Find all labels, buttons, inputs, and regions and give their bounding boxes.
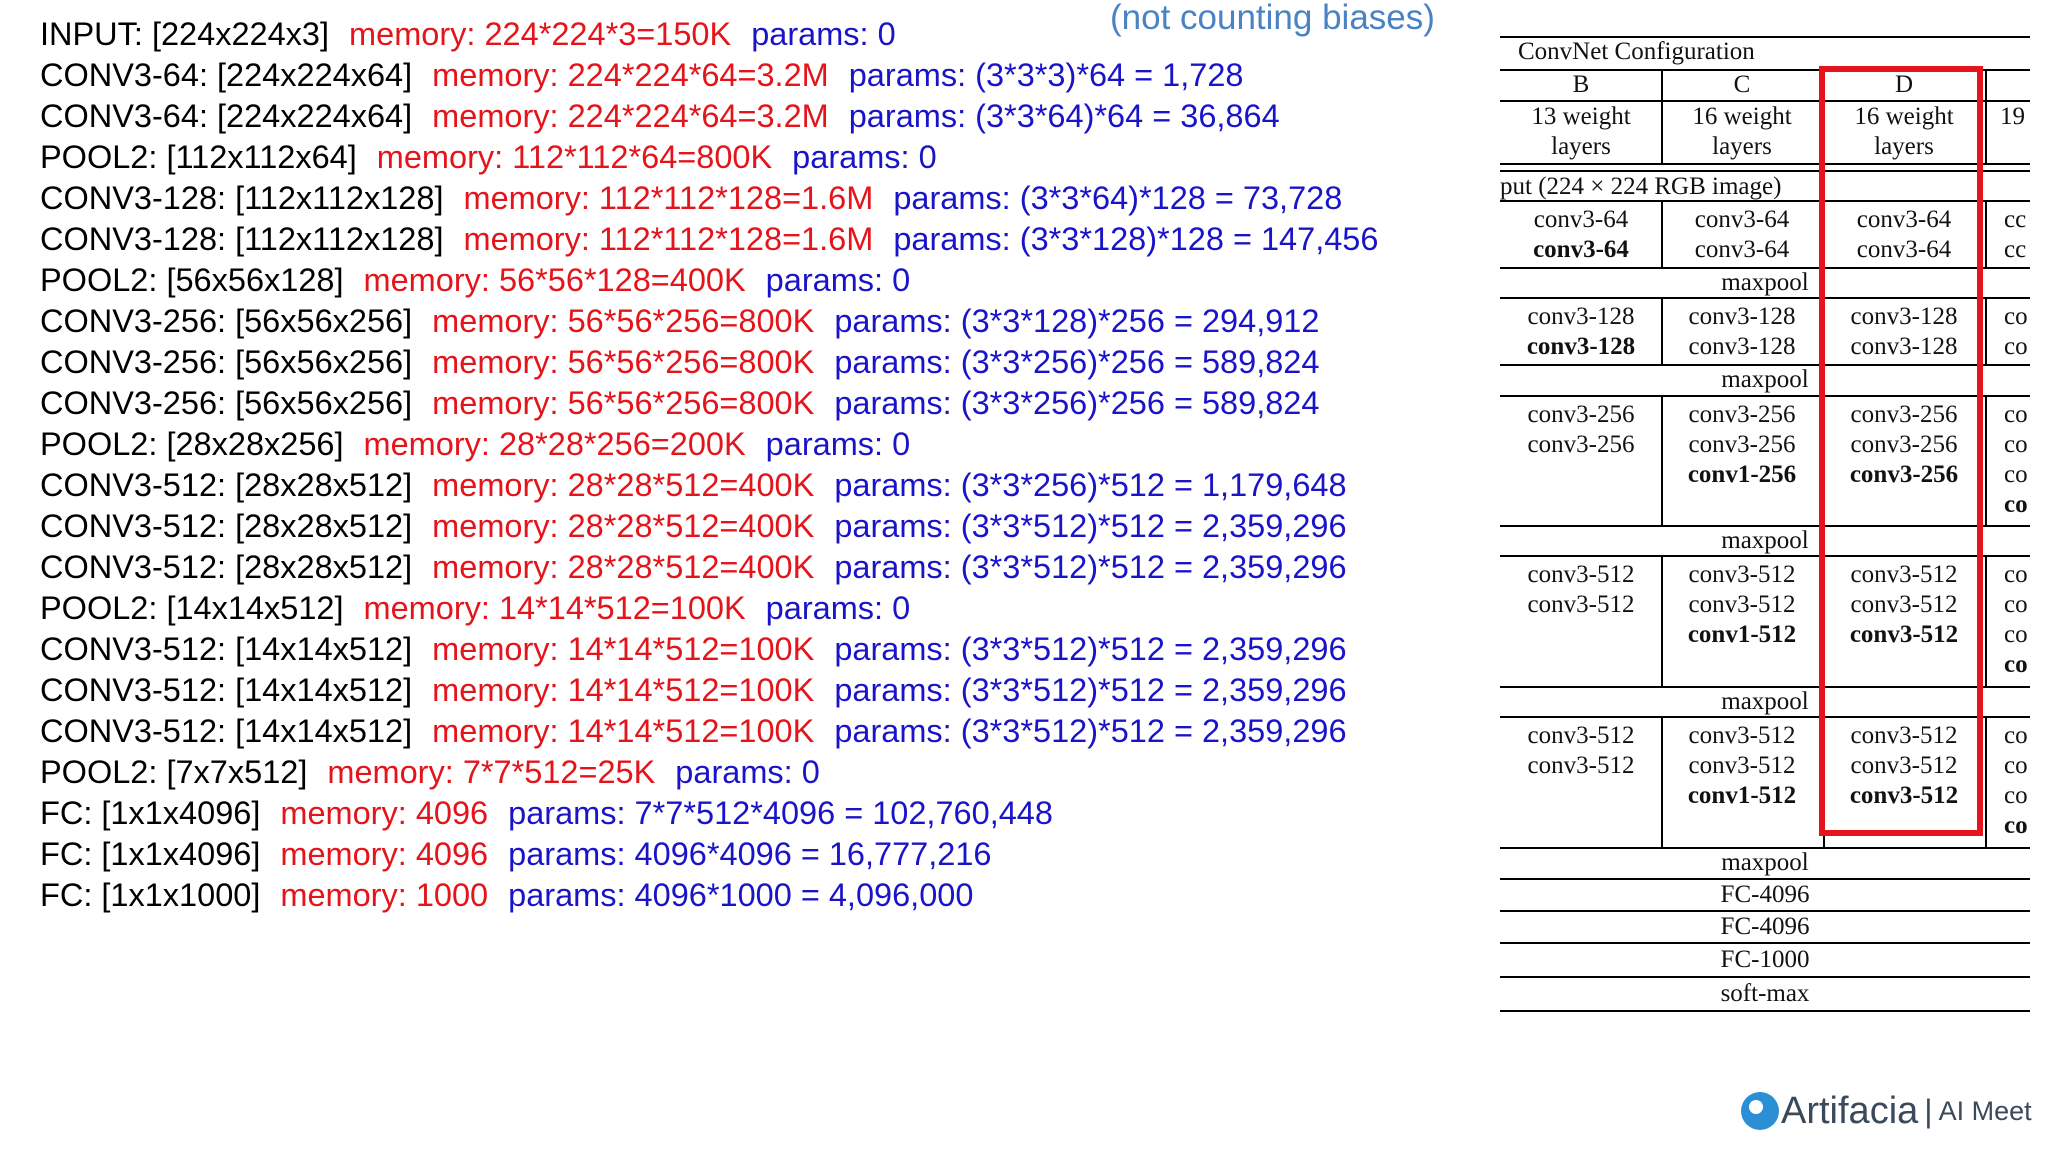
- cell: conv3-64: [1533, 236, 1629, 263]
- layer-spec: CONV3-128: [112x112x128]: [40, 180, 444, 216]
- logo-subtitle: AI Meet: [1938, 1095, 2032, 1126]
- layer-params: params: (3*3*512)*512 = 2,359,296: [834, 713, 1347, 749]
- cell: conv3-64: [1533, 206, 1629, 233]
- col-c-sub: layers: [1712, 133, 1772, 160]
- layer-params: params: 4096*1000 = 4,096,000: [508, 877, 974, 913]
- layer-spec: FC: [1x1x4096]: [40, 795, 261, 831]
- cell: conv3-256: [1850, 401, 1958, 428]
- highlight-box: [1819, 66, 1983, 836]
- layer-row: [40, 424, 1490, 465]
- layer-params: params: 0: [765, 426, 911, 462]
- cell: conv3-64: [1694, 236, 1790, 263]
- layer-row: [40, 96, 1490, 137]
- layer-spec: POOL2: [7x7x512]: [40, 754, 308, 790]
- layer-memory: memory: 7*7*512=25K: [327, 754, 656, 790]
- artifacia-logo-icon: [1741, 1092, 1779, 1130]
- cell-partial: co: [2004, 722, 2028, 749]
- layer-memory: memory: 4096: [280, 836, 489, 872]
- layer-row: [40, 55, 1490, 96]
- col-divider: [1985, 69, 1987, 163]
- cell: conv3-128: [1850, 303, 1958, 330]
- layer-memory: memory: 112*112*128=1.6M: [463, 221, 874, 257]
- layer-spec: CONV3-64: [224x224x64]: [40, 57, 413, 93]
- layer-spec: POOL2: [28x28x256]: [40, 426, 344, 462]
- layer-row: [40, 178, 1490, 219]
- layer-spec: CONV3-256: [56x56x256]: [40, 303, 413, 339]
- layer-params: params: (3*3*128)*128 = 147,456: [893, 221, 1379, 257]
- col-divider: [1985, 557, 1987, 686]
- layer-spec: POOL2: [112x112x64]: [40, 139, 357, 175]
- cell-partial: co: [2004, 401, 2028, 428]
- layer-params: params: (3*3*256)*512 = 1,179,648: [834, 467, 1347, 503]
- layer-spec: CONV3-256: [56x56x256]: [40, 344, 413, 380]
- softmax-row: soft-max: [1720, 980, 1810, 1007]
- cell-partial: co: [2004, 591, 2028, 618]
- layer-row: [40, 670, 1490, 711]
- layer-row: [40, 137, 1490, 178]
- rule: [1500, 942, 2030, 944]
- layer-params: params: (3*3*256)*256 = 589,824: [834, 344, 1320, 380]
- layer-spec: FC: [1x1x4096]: [40, 836, 261, 872]
- layer-memory: memory: 4096: [280, 795, 489, 831]
- col-divider: [1985, 202, 1987, 267]
- layer-memory: memory: 28*28*512=400K: [432, 508, 815, 544]
- layer-params: params: (3*3*64)*128 = 73,728: [893, 180, 1343, 216]
- maxpool-row: maxpool: [1721, 849, 1809, 876]
- col-d-sub: 16 weight: [1854, 103, 1954, 130]
- layer-row: [40, 547, 1490, 588]
- layer-params: params: 0: [765, 262, 911, 298]
- layer-memory: memory: 28*28*512=400K: [432, 549, 815, 585]
- layer-spec: CONV3-512: [28x28x512]: [40, 508, 413, 544]
- cell: conv3-64: [1856, 236, 1952, 263]
- rule: [1500, 976, 2030, 978]
- col-e-partial: 19: [2000, 103, 2025, 130]
- cell-partial: co: [2004, 491, 2028, 518]
- cell: conv3-512: [1688, 722, 1796, 749]
- layer-spec: CONV3-256: [56x56x256]: [40, 385, 413, 421]
- col-divider: [1661, 397, 1663, 525]
- layer-spec: CONV3-512: [14x14x512]: [40, 713, 413, 749]
- col-divider: [1661, 299, 1663, 364]
- col-divider: [1661, 718, 1663, 847]
- layer-spec: POOL2: [56x56x128]: [40, 262, 344, 298]
- maxpool-row: maxpool: [1721, 527, 1809, 554]
- layer-memory: memory: 112*112*64=800K: [376, 139, 773, 175]
- cell: conv3-128: [1527, 303, 1635, 330]
- layer-row: [40, 383, 1490, 424]
- layer-params: params: (3*3*256)*256 = 589,824: [834, 385, 1320, 421]
- layer-memory: memory: 224*224*64=3.2M: [432, 57, 829, 93]
- layer-spec: CONV3-512: [14x14x512]: [40, 631, 413, 667]
- vgg-config-table: [1500, 22, 2048, 1022]
- layer-memory: memory: 112*112*128=1.6M: [463, 180, 874, 216]
- biases-note: (not counting biases): [1110, 0, 1435, 37]
- layer-row: [40, 260, 1490, 301]
- layer-row: [40, 301, 1490, 342]
- layer-memory: memory: 28*28*256=200K: [363, 426, 746, 462]
- cell: conv3-512: [1527, 561, 1635, 588]
- cell: conv3-512: [1849, 782, 1959, 809]
- layer-memory: memory: 28*28*512=400K: [432, 467, 815, 503]
- layer-row: [40, 793, 1490, 834]
- layer-memory: memory: 56*56*128=400K: [363, 262, 746, 298]
- layer-spec: FC: [1x1x1000]: [40, 877, 261, 913]
- cell: conv3-512: [1527, 752, 1635, 779]
- layer-spec: CONV3-128: [112x112x128]: [40, 221, 444, 257]
- layer-row: [40, 752, 1490, 793]
- layer-spec: INPUT: [224x224x3]: [40, 16, 330, 52]
- table-title: ConvNet Configuration: [1518, 38, 1755, 65]
- layer-memory: memory: 56*56*256=800K: [432, 303, 815, 339]
- layer-spec: CONV3-512: [14x14x512]: [40, 672, 413, 708]
- cell: conv3-64: [1856, 206, 1952, 233]
- layer-memory: memory: 1000: [280, 877, 489, 913]
- layer-row: [40, 506, 1490, 547]
- layer-row: [40, 219, 1490, 260]
- cell: conv3-256: [1688, 401, 1796, 428]
- cell: conv1-512: [1687, 782, 1797, 809]
- layer-params: params: 7*7*512*4096 = 102,760,448: [508, 795, 1053, 831]
- maxpool-row: maxpool: [1721, 688, 1809, 715]
- col-b-sub: layers: [1551, 133, 1611, 160]
- cell: conv3-512: [1849, 621, 1959, 648]
- layer-params: params: 0: [675, 754, 820, 790]
- col-divider: [1985, 299, 1987, 364]
- layer-params: params: 0: [751, 16, 896, 52]
- cell-partial: co: [2004, 461, 2028, 488]
- cell: conv3-128: [1688, 333, 1796, 360]
- cell: conv3-512: [1527, 722, 1635, 749]
- layer-params: params: (3*3*512)*512 = 2,359,296: [834, 508, 1347, 544]
- fc-row: FC-4096: [1720, 913, 1810, 940]
- cell-partial: co: [2004, 561, 2028, 588]
- col-divider: [1661, 69, 1663, 163]
- maxpool-row: maxpool: [1721, 269, 1809, 296]
- layer-params: params: 4096*4096 = 16,777,216: [508, 836, 992, 872]
- maxpool-row: maxpool: [1721, 366, 1809, 393]
- logo-name: Artifacia: [1781, 1089, 1919, 1132]
- layer-params: params: 0: [765, 590, 911, 626]
- cell: conv3-64: [1694, 206, 1790, 233]
- layer-row: [40, 711, 1490, 752]
- layer-memory: memory: 14*14*512=100K: [432, 672, 815, 708]
- cell: conv1-256: [1687, 461, 1797, 488]
- cell: conv3-256: [1850, 431, 1958, 458]
- layer-row: [40, 875, 1490, 916]
- cell-partial: co: [2004, 752, 2028, 779]
- layer-spec: POOL2: [14x14x512]: [40, 590, 344, 626]
- cell-partial: co: [2004, 782, 2028, 809]
- cell: conv3-256: [1527, 401, 1635, 428]
- cell: conv3-512: [1527, 591, 1635, 618]
- layer-params: params: (3*3*128)*256 = 294,912: [834, 303, 1320, 339]
- cell-partial: co: [2004, 812, 2028, 839]
- layer-row: [40, 342, 1490, 383]
- layer-memory: memory: 14*14*512=100K: [363, 590, 746, 626]
- col-b-header: B: [1572, 71, 1590, 98]
- cell: conv3-256: [1527, 431, 1635, 458]
- cell-partial: co: [2004, 333, 2028, 360]
- cell: conv1-512: [1687, 621, 1797, 648]
- layer-row: [40, 629, 1490, 670]
- layer-memory: memory: 224*224*64=3.2M: [432, 98, 829, 134]
- layer-params: params: (3*3*512)*512 = 2,359,296: [834, 549, 1347, 585]
- layer-row: [40, 465, 1490, 506]
- cell: conv3-128: [1526, 333, 1636, 360]
- layer-spec: CONV3-512: [28x28x512]: [40, 467, 413, 503]
- cell: conv3-512: [1688, 591, 1796, 618]
- layer-params: params: (3*3*512)*512 = 2,359,296: [834, 672, 1347, 708]
- logo-separator: |: [1924, 1092, 1933, 1129]
- cell-partial: co: [2004, 431, 2028, 458]
- cell: conv3-512: [1688, 752, 1796, 779]
- col-d-header: D: [1894, 71, 1914, 98]
- input-row: put (224 × 224 RGB image): [1500, 173, 1782, 200]
- cell-partial: cc: [2004, 236, 2027, 263]
- layer-spec: CONV3-64: [224x224x64]: [40, 98, 413, 134]
- layer-list: [40, 14, 1490, 916]
- col-c-sub: 16 weight: [1692, 103, 1792, 130]
- col-c-header: C: [1733, 71, 1751, 98]
- layer-params: params: (3*3*3)*64 = 1,728: [848, 57, 1244, 93]
- cell: conv3-512: [1688, 561, 1796, 588]
- fc-row: FC-1000: [1720, 946, 1810, 973]
- layer-spec: CONV3-512: [28x28x512]: [40, 549, 413, 585]
- rule: [1500, 1010, 2030, 1012]
- cell: conv3-128: [1688, 303, 1796, 330]
- col-divider: [1985, 397, 1987, 525]
- cell: conv3-512: [1850, 722, 1958, 749]
- cell: conv3-512: [1850, 561, 1958, 588]
- cell-partial: cc: [2004, 206, 2027, 233]
- layer-row: [40, 588, 1490, 629]
- fc-row: FC-4096: [1720, 881, 1810, 908]
- layer-row: [40, 834, 1490, 875]
- cell: conv3-256: [1849, 461, 1959, 488]
- cell: conv3-256: [1688, 431, 1796, 458]
- cell: conv3-512: [1850, 591, 1958, 618]
- col-divider: [1661, 202, 1663, 267]
- cell-partial: co: [2004, 303, 2028, 330]
- layer-memory: memory: 56*56*256=800K: [432, 385, 815, 421]
- layer-memory: memory: 56*56*256=800K: [432, 344, 815, 380]
- cell: conv3-512: [1850, 752, 1958, 779]
- layer-memory: memory: 14*14*512=100K: [432, 631, 815, 667]
- layer-memory: memory: 14*14*512=100K: [432, 713, 815, 749]
- layer-params: params: 0: [792, 139, 937, 175]
- layer-params: params: (3*3*64)*64 = 36,864: [848, 98, 1280, 134]
- col-b-sub: 13 weight: [1531, 103, 1631, 130]
- col-divider: [1661, 557, 1663, 686]
- cell-partial: co: [2004, 621, 2028, 648]
- cell-partial: co: [2004, 651, 2028, 678]
- logo: [1741, 1086, 2032, 1136]
- col-divider: [1985, 718, 1987, 847]
- layer-memory: memory: 224*224*3=150K: [349, 16, 732, 52]
- cell: conv3-128: [1850, 333, 1958, 360]
- col-d-sub: layers: [1874, 133, 1934, 160]
- layer-params: params: (3*3*512)*512 = 2,359,296: [834, 631, 1347, 667]
